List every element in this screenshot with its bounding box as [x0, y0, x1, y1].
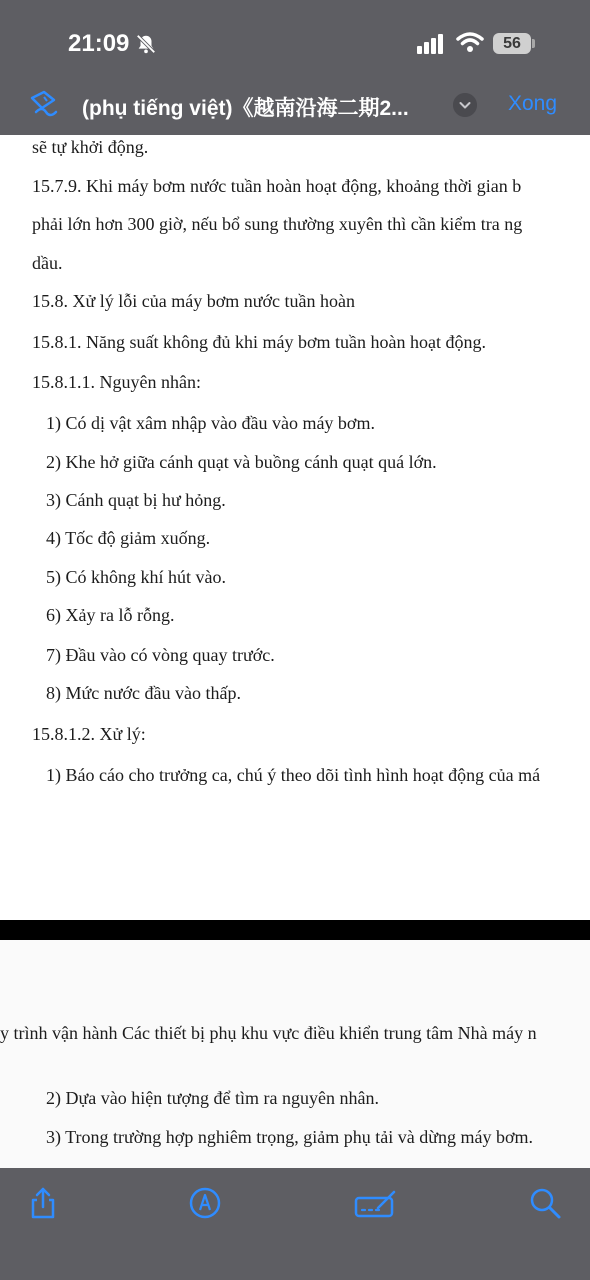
page-separator: [0, 920, 590, 940]
list-item: 3) Trong trường hợp nghiêm trọng, giảm phụ tải và dừng máy bơm.: [46, 1127, 534, 1147]
doc-heading: 15.8. Xử lý lỗi của máy bơm nước tuần hoàn: [32, 291, 355, 311]
doc-heading: 15.8.1.1. Nguyên nhân:: [32, 372, 201, 392]
list-item: 4) Tốc độ giảm xuống.: [46, 528, 211, 548]
bottom-toolbar: [0, 1168, 590, 1280]
battery-cap: [532, 39, 535, 48]
document-page: [0, 135, 590, 920]
top-bar: [0, 0, 590, 135]
list-item: 1) Có dị vật xâm nhập vào đầu vào máy bơm.: [46, 413, 375, 433]
markup-pen-icon[interactable]: [188, 1186, 222, 1220]
share-icon[interactable]: [26, 1186, 60, 1220]
page-header-text: y trình vận hành Các thiết bị phụ khu vực điều khiển trung tâm Nhà máy n: [0, 1023, 537, 1043]
status-time: 21:09: [68, 30, 130, 57]
signature-icon[interactable]: [354, 1186, 398, 1220]
list-item: 5) Có không khí hút vào.: [46, 567, 226, 587]
bell-slash-icon: [135, 33, 157, 55]
chevron-down-icon[interactable]: [453, 93, 477, 117]
wifi-icon: [456, 31, 484, 53]
list-item: 1) Báo cáo cho trưởng ca, chú ý theo dõi tình hình hoạt động của má: [46, 765, 541, 785]
doc-heading: 15.8.1.2. Xử lý:: [32, 724, 146, 744]
list-item: 3) Cánh quạt bị hư hỏng.: [46, 490, 226, 510]
doc-line: dầu.: [32, 253, 63, 273]
doc-heading: 15.8.1. Năng suất không đủ khi máy bơm tuần hoàn hoạt động.: [32, 332, 486, 352]
markup-toggle-icon[interactable]: [28, 88, 60, 120]
list-item: 2) Dựa vào hiện tượng để tìm ra nguyên nhân.: [46, 1088, 379, 1108]
document-title[interactable]: (phụ tiếng việt)《越南沿海二期2...: [82, 97, 409, 120]
document-page: [0, 940, 590, 1168]
list-item: 2) Khe hở giữa cánh quạt và buồng cánh quạt quá lớn.: [46, 452, 437, 472]
list-item: 8) Mức nước đầu vào thấp.: [46, 683, 241, 703]
doc-line: sẽ tự khởi động.: [32, 137, 149, 157]
search-icon[interactable]: [528, 1186, 562, 1220]
battery-indicator: 56: [493, 33, 531, 54]
list-item: 7) Đầu vào có vòng quay trước.: [46, 645, 275, 665]
done-button[interactable]: Xong: [508, 92, 558, 115]
list-item: 6) Xảy ra lỗ rỗng.: [46, 605, 175, 625]
doc-line: phải lớn hơn 300 giờ, nếu bổ sung thường xuyên thì cần kiểm tra ng: [32, 214, 523, 234]
cellular-signal-icon: [417, 34, 445, 54]
doc-line: 15.7.9. Khi máy bơm nước tuần hoàn hoạt động, khoảng thời gian b: [32, 176, 522, 196]
